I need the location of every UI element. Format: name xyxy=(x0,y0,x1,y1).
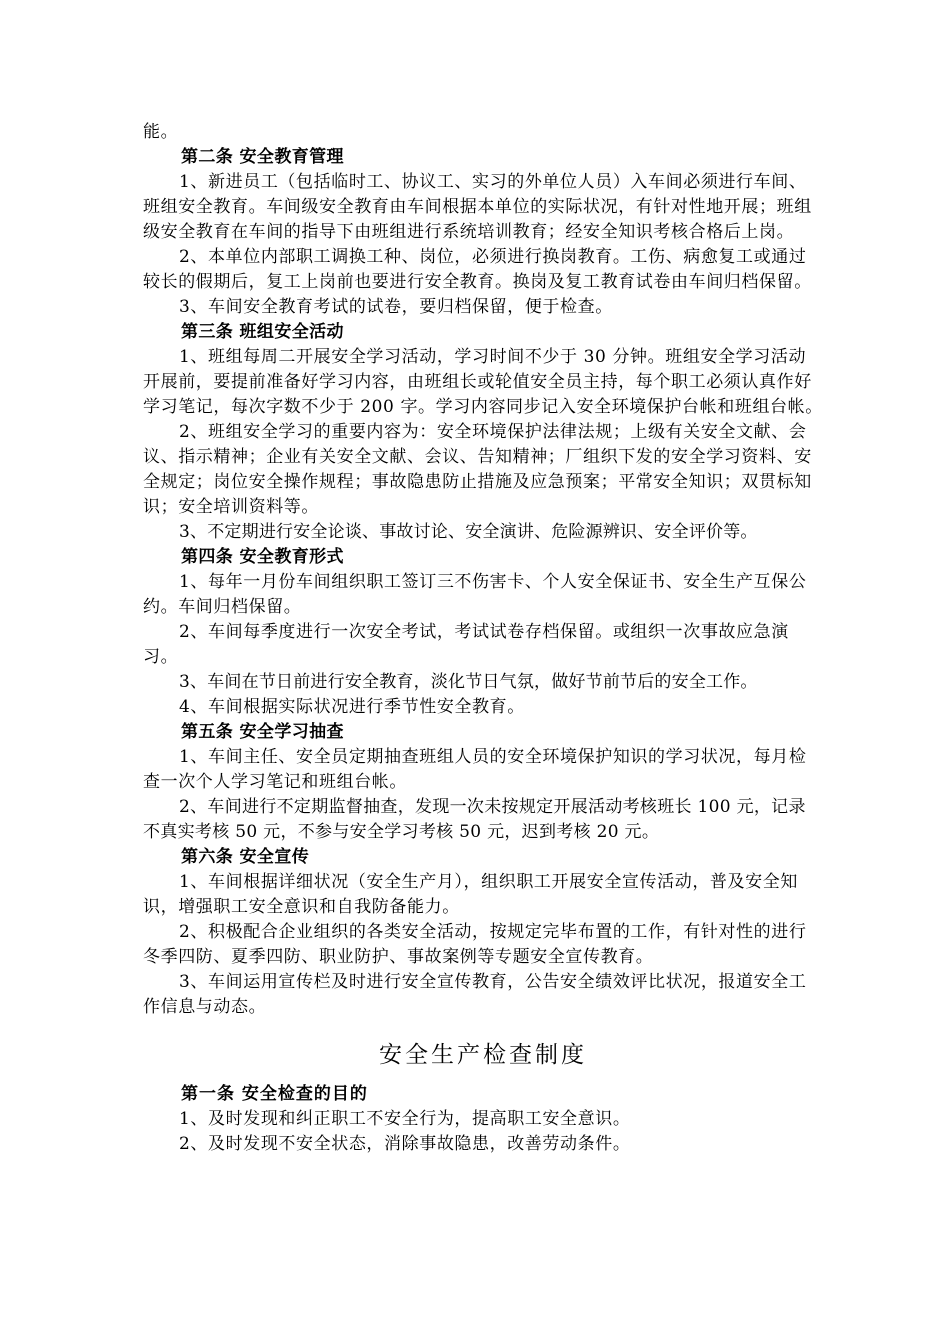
paragraph: 2、车间每季度进行一次安全考试，考试试卷存档保留。或组织一次事故应急演习。 xyxy=(143,622,789,667)
paragraph: 3、车间运用宣传栏及时进行安全宣传教育，公告安全绩效评比状况，报道安全工作信息与动态。 xyxy=(143,972,807,1017)
paragraph: 2、班组安全学习的重要内容为：安全环境保护法律法规；上级有关安全文献、会议、指示精神；企业有关安全文献、会议、告知精神；厂组织下发的安全学习资料、安全规定；岗位安全操作规程；事故隐患防止措施及应急预案；平常安全知识；双贯标知识；安全培训资料等。 xyxy=(143,422,812,517)
section-heading-article-5: 第五条 安全学习抽查 xyxy=(181,722,344,742)
paragraph: 2、及时发现不安全状态，消除事故隐患，改善劳动条件。 xyxy=(179,1134,631,1154)
document-body xyxy=(143,120,823,1157)
paragraph: 1、及时发现和纠正职工不安全行为，提高职工安全意识。 xyxy=(179,1109,631,1129)
paragraph: 1、新进员工（包括临时工、协议工、实习的外单位人员）入车间必须进行车间、班组安全教育。车间级安全教育由车间根据本单位的实际状况，有针对性地开展；班组级安全教育在车间的指导下由班组进行系统培训教育；经安全知识考核合格后上岗。 xyxy=(143,172,812,242)
paragraph: 2、积极配合企业组织的各类安全活动，按规定完毕布置的工作，有针对性的进行冬季四防、夏季四防、职业防护、事故案例等专题安全宣传教育。 xyxy=(143,922,807,967)
section-heading-article-3: 第三条 班组安全活动 xyxy=(181,322,344,342)
paragraph: 1、车间根据详细状况（安全生产月），组织职工开展安全宣传活动，普及安全知识，增强职工安全意识和自我防备能力。 xyxy=(143,872,798,917)
document-title: 安全生产检查制度 xyxy=(379,1042,587,1068)
section-heading-article-4: 第四条 安全教育形式 xyxy=(181,547,344,567)
paragraph: 3、不定期进行安全论谈、事故讨论、安全演讲、危险源辨识、安全评价等。 xyxy=(179,522,758,542)
paragraph-fragment: 能。 xyxy=(143,122,179,142)
paragraph: 1、班组每周二开展安全学习活动，学习时间不少于 30 分钟。班组安全学习活动开展前，要提前准备好学习内容，由班组长或轮值安全员主持，每个职工必须认真作好学习笔记，每次字数不少于 200 字。学习内容同步记入安全环境保护台帐和班组台帐。 xyxy=(143,347,823,417)
paragraph: 1、每年一月份车间组织职工签订三不伤害卡、个人安全保证书、安全生产互保公约。车间归档保留。 xyxy=(143,572,807,617)
paragraph: 2、车间进行不定期监督抽查，发现一次未按规定开展活动考核班长 100 元，记录不真实考核 50 元，不参与安全学习考核 50 元，迟到考核 20 元。 xyxy=(143,797,806,842)
paragraph: 4、车间根据实际状况进行季节性安全教育。 xyxy=(179,697,525,717)
paragraph: 2、本单位内部职工调换工种、岗位，必须进行换岗教育。工伤、病愈复工或通过较长的假期后，复工上岗前也要进行安全教育。换岗及复工教育试卷由车间归档保留。 xyxy=(143,247,812,292)
section-heading-article-1: 第一条 安全检查的目的 xyxy=(181,1084,368,1104)
section-heading-article-2: 第二条 安全教育管理 xyxy=(181,147,344,167)
paragraph: 3、车间在节日前进行安全教育，淡化节日气氛，做好节前节后的安全工作。 xyxy=(179,672,758,692)
paragraph: 3、车间安全教育考试的试卷，要归档保留，便于检查。 xyxy=(179,297,613,317)
paragraph: 1、车间主任、安全员定期抽查班组人员的安全环境保护知识的学习状况，每月检查一次个人学习笔记和班组台帐。 xyxy=(143,747,807,792)
section-heading-article-6: 第六条 安全宣传 xyxy=(181,847,310,867)
